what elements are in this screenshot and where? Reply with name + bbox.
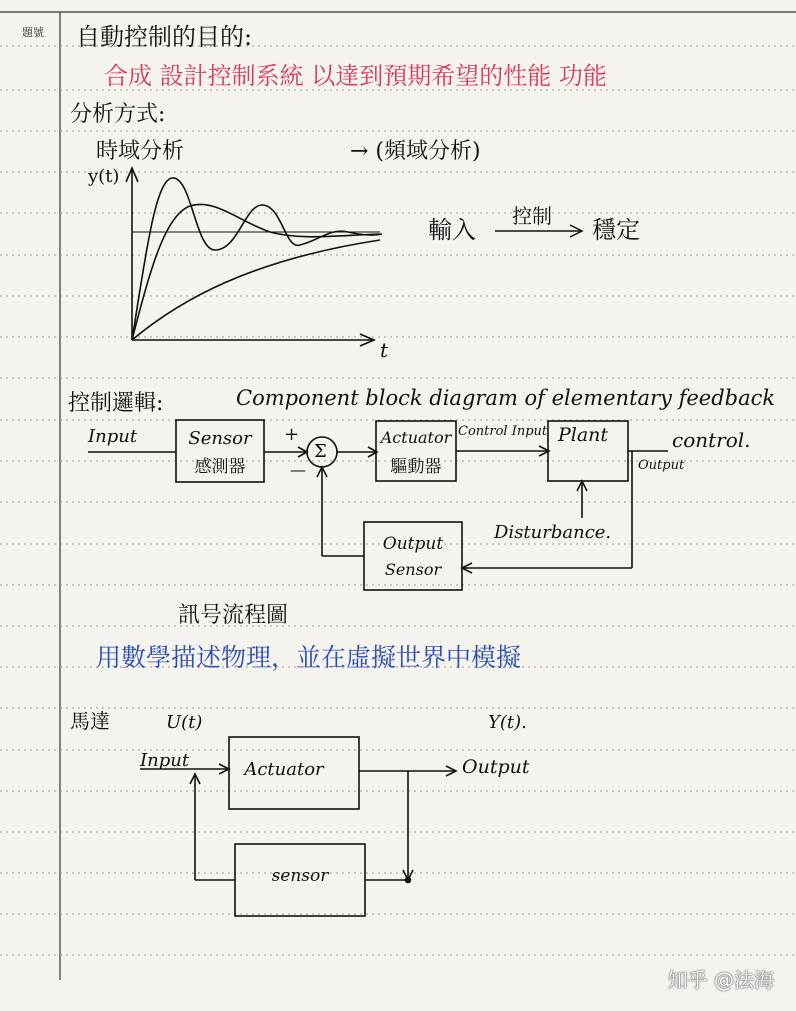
blue-description: 用數學描述物理，並在虛擬世界中模擬	[96, 643, 522, 672]
flow-input: 輸入	[428, 216, 476, 244]
sensor-label-en: Sensor	[188, 428, 252, 449]
component-title: Component block diagram of elementary feedback	[236, 386, 776, 410]
actuator-label-zh: 驅動器	[390, 457, 442, 477]
diagram2-actuator: Actuator	[244, 759, 324, 780]
y-t-label: Y(t).	[488, 712, 527, 733]
freq-domain-label: → (頻域分析)	[350, 139, 481, 164]
sigma-symbol: Σ	[314, 441, 327, 462]
diagram2-sensor: sensor	[271, 866, 329, 886]
graph-y-label: y(t)	[88, 166, 120, 187]
disturbance-label: Disturbance.	[494, 522, 612, 543]
response-graph	[126, 168, 382, 346]
purpose-text: 合成 設計控制系統 以達到預期希望的性能 功能	[104, 62, 607, 90]
component-title-2: control.	[672, 428, 751, 452]
actuator-label-en: Actuator	[380, 428, 452, 447]
heading-purpose: 自動控制的目的:	[76, 23, 253, 51]
diagram1-output: Output	[638, 458, 685, 473]
diagram2-output: Output	[462, 756, 530, 778]
plus-sign: +	[284, 424, 300, 445]
analysis-method: 分析方式:	[70, 102, 166, 127]
control-logic-label: 控制邏輯:	[68, 391, 164, 416]
flow-control: 控制	[512, 204, 552, 228]
output-sensor-label-1: Output	[382, 534, 444, 554]
margin-label: 題號	[22, 26, 44, 39]
time-domain-label: 時域分析	[96, 139, 185, 164]
diagram1-input: Input	[88, 426, 138, 447]
output-sensor-label-2: Sensor	[384, 560, 442, 579]
watermark: 知乎 @法海	[667, 968, 774, 992]
motor-label: 馬達	[70, 709, 110, 733]
plant-label: Plant	[557, 424, 609, 446]
u-t-label: U(t)	[166, 712, 203, 733]
control-input-label: Control Input	[458, 424, 548, 439]
diagram2-input: Input	[140, 750, 190, 771]
graph-x-label: t	[380, 338, 389, 362]
minus-sign: —	[290, 460, 306, 479]
signal-flow-label: 訊号流程圖	[178, 603, 289, 628]
flow-stable: 穩定	[592, 216, 640, 244]
sensor-label-zh: 感測器	[194, 457, 246, 477]
